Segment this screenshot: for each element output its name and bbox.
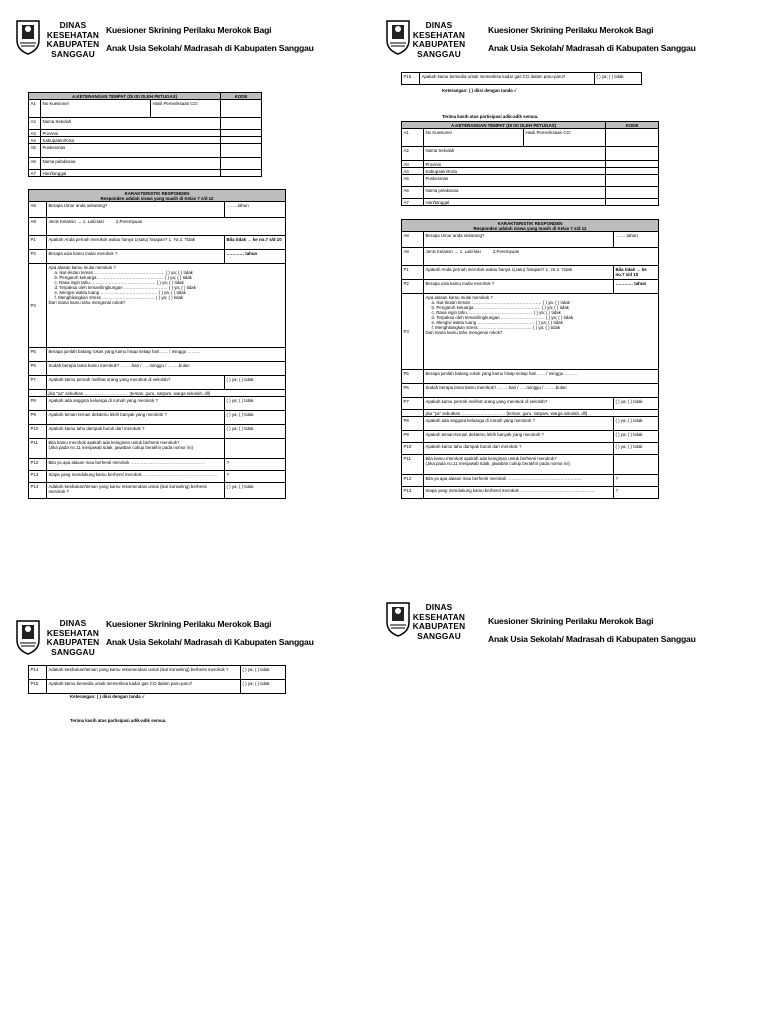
thanks-note: Terima kasih atas partisipasi adik-adik semua. <box>70 718 167 723</box>
sanggau-emblem-icon <box>14 618 42 656</box>
p14-p15-table: P14 Adakah kesibukan/teman yang kamu rekomendasi untuk (ikut konseling) berhenti merokok ? ( ) ya; ( ) tidak P15 Apakah kamu bersedia untuk memeriksa kadar gas CO dalam paru-paru? ( ) ya; ( ) tidak <box>28 665 286 694</box>
questions-table-page-1: KARAKTERISTIK RESPONDEN Responden adalah siswa yang masih di Kelas 7 s/d 12 A8 Berapa Umur anda sekarang? ……..tahun A9 Jenis Kelamin → 1. Laki-laki 2.Perempuan P1 Apakah Anda pernah merokok walau hanya 1(satu) hisapan? 1. Ya 2. Tidak Bila tidak → ke no.7 s/d 10 P2 Berapa usia kamu mulai merokok ? ………… tahun P3 Apa alasan kamu mulai merokok ? a. Ikut-ikutan teman ………………………………………… ( ) ya; ( ) tidak b. Pengaruh keluarga ……………………………………… ( ) ya; ( ) tidak c. Rasa ingin tahu……………………………………… ( ) ya; ( ) tidak d. Terpaksa oleh teman/lingkungan ………………………… ( ) ya; ( ) tidak e. Mengisi waktu luang ………………………………… ( ) ya; ( ) tidak f. Menghilangkan stress ……………………………… ( ) ya; ( ) tidak Dari mana kamu tahu mengenai rokok? P5 Berapa jumlah batang rokok yang kamu hisap setiap hari…… / minggu ……… P6 Sudah berapa lama kamu merokok? ……..hari / …..minggu / ……..bulan P7 Apakah kamu pernah melihat orang yang merokok di sekolah? ( ) ya; ( ) tidak jika "ya" sebutkan ………………………… (teman, guru, satpam, warga sekolah, dll) P8 Apakah ada anggota keluarga di rumah yang merokok ? ( ) ya; ( ) tidak P9 Apakah teman-teman dekatmu lebih banyak yang merokok ? ( ) ya; ( ) tidak P10 Apakah kamu tahu dampak buruk dari merokok ? ( ) ya; ( ) tidak P11 Bila kamu merokok apakah ada keinginan untuk berhenti merokok? (Jika pada no.11 menjawab tidak, jawaban cukup berakhir pada nomor ini) P12 Bila ya apa alasan mau berhenti merokok …………………………………………… ? P13 Siapa yang mendukung kamu berhenti merokok …………………………………………… ? P14 Adakah kesibukan/teman yang kamu rekomendasi untuk (ikut konseling) berhenti merokok ? ( ) ya; ( ) tidak <box>28 189 286 499</box>
sanggau-emblem-icon <box>384 18 412 56</box>
document-title: Kuesioner Skrining Perilaku Merokok Bagi Anak Usia Sekolah/ Madrasah di Kabupaten Sanggau <box>106 25 314 53</box>
institution-name: DINAS KESEHATAN KABUPATEN SANGGAU <box>46 20 100 59</box>
section-a-table: A.KETERANGAN TEMPAT (DI ISI OLEH PETUGAS) KODE A1 No Kuesioner Hasil Pemeriksaan CO: A2 Nama Sekolah A3 Provinsi A4 Kabupaten/Kota A5 Puskesmas A6 Nama pelaksana A7 Hari/tanggal <box>401 121 659 206</box>
keterangan-note: Keterangan: ( ) diisi dengan tanda √ <box>442 88 517 93</box>
document-title: Kuesioner Skrining Perilaku Merokok Bagi Anak Usia Sekolah/ Madrasah di Kabupaten Sanggau <box>106 619 314 647</box>
questions-table-page-2: KARAKTERISTIK RESPONDEN Responden adalah siswa yang masih di Kelas 7 s/d 12 A8 Berapa Umur anda sekarang? ……..tahun A9 Jenis Kelamin → 1. Laki-laki 2.Perempuan P1 Apakah Anda pernah merokok walau hanya 1(satu) hisapan? 1. Ya 2. Tidak Bila tidak → ke no.7 s/d 10 P2 Berapa usia kamu mulai merokok ? ………… tahun P3 Apa alasan kamu mulai merokok ? a. Ikut-ikutan teman ………………………………………… ( ) ya; ( ) tidak b. Pengaruh keluarga ……………………………………… ( ) ya; ( ) tidak c. Rasa ingin tahu……………………………………… ( ) ya; ( ) tidak d. Terpaksa oleh teman/lingkungan ………………………… ( ) ya; ( ) tidak e. Mengisi waktu luang ………………………………… ( ) ya; ( ) tidak f. Menghilangkan stress ……………………………… ( ) ya; ( ) tidak Dari mana kamu tahu mengenai rokok? P5 Berapa jumlah batang rokok yang kamu hisap setiap hari…… / minggu ……… P6 Sudah berapa lama kamu merokok? ……..hari / …..minggu / ……..bulan P7 Apakah kamu pernah melihat orang yang merokok di sekolah? ( ) ya; ( ) tidak jika "ya" sebutkan ………………………… (teman, guru, satpam, warga sekolah, dll) P8 Apakah ada anggota keluarga di rumah yang merokok ? ( ) ya; ( ) tidak P9 Apakah teman-teman dekatmu lebih banyak yang merokok ? ( ) ya; ( ) tidak P10 Apakah kamu tahu dampak buruk dari merokok ? ( ) ya; ( ) tidak P11 Bila kamu merokok apakah ada keinginan untuk berhenti merokok? (Jika pada no.11 menjawab tidak, jawaban cukup berakhir pada nomor ini) P12 Bila ya apa alasan mau berhenti merokok …………………………………………… ? P13 Siapa yang mendukung kamu berhenti merokok …………………………………………… ? <box>401 219 659 499</box>
institution-name: DINAS KESEHATAN KABUPATEN SANGGAU <box>412 20 466 59</box>
questionnaire-page-2 <box>384 0 768 512</box>
thanks-note: Terima kasih atas partisipasi adik-adik semua. <box>442 114 539 119</box>
sanggau-emblem-icon <box>384 600 412 638</box>
section-a-table: A.KETERANGAN TEMPAT (DI ISI OLEH PETUGAS) KODE A1 No Kuesioner Hasil Pemeriksaan CO: A2 Nama Sekolah A3 Provinsi A4 Kabupaten/Kota A5 Puskesmas A6 Nama pelaksana A7 Hari/tanggal <box>28 92 262 177</box>
questionnaire-page-4 <box>384 512 768 1024</box>
sanggau-emblem-icon <box>14 18 42 56</box>
institution-name: DINAS KESEHATAN KABUPATEN SANGGAU <box>46 618 100 657</box>
keterangan-note: Keterangan: ( ) diisi dengan tanda √ <box>70 694 145 699</box>
document-title: Kuesioner Skrining Perilaku Merokok Bagi Anak Usia Sekolah/ Madrasah di Kabupaten Sanggau <box>488 616 696 644</box>
questionnaire-page-1 <box>0 0 384 512</box>
institution-name: DINAS KESEHATAN KABUPATEN SANGGAU <box>412 602 466 641</box>
p15-table: P15 Apakah kamu bersedia untuk memeriksa kadar gas CO dalam paru-paru? ( ) ya; ( ) tidak <box>401 72 642 85</box>
questionnaire-page-3 <box>0 512 384 1024</box>
document-title: Kuesioner Skrining Perilaku Merokok Bagi Anak Usia Sekolah/ Madrasah di Kabupaten Sanggau <box>488 25 696 53</box>
